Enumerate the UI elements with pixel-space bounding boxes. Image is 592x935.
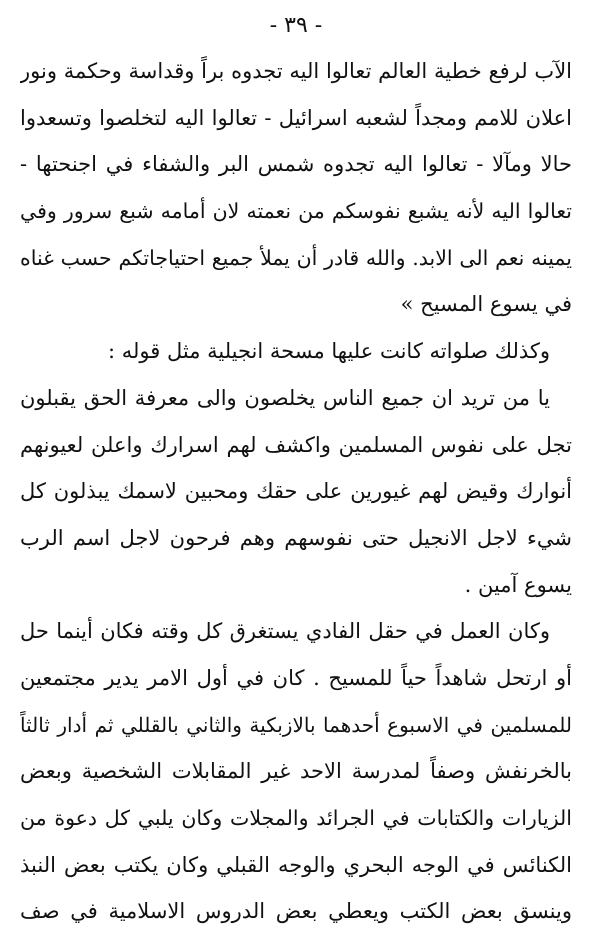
body-text xyxy=(20,48,572,935)
text-line-6: في يسوع المسيح » xyxy=(400,292,572,317)
text-line-5: يمينه نعم الى الابد. والله قادر أن يملأ جميع احتياجاتكم حسب غناه xyxy=(20,245,572,270)
text-line-19: وينسق بعض الكتب ويعطي بعض الدروس الاسلامية في صف xyxy=(20,899,572,924)
text-line-9: تجل على نفوس المسلمين واكشف لهم اسرارك واعلن لعيونهم xyxy=(20,432,572,457)
text-line-12: يسوع آمين . xyxy=(464,572,572,597)
text-line-7: وكذلك صلواته كانت عليها مسحة انجيلية مثل قوله : xyxy=(107,339,550,364)
text-line-8: يا من تريد ان جميع الناس يخلصون والى معرفة الحق يقبلون xyxy=(20,385,550,410)
text-line-3: حالا ومآلا - تعالوا اليه تجدوه شمس البر والشفاء في اجنحتها - xyxy=(20,152,572,177)
page-number: - ٣٩ - xyxy=(269,13,323,38)
text-line-1: الآب لرفع خطية العالم تعالوا اليه تجدوه براً وقداسة وحكمة ونور xyxy=(20,59,572,83)
text-line-10: أنوارك وقيض لهم غيورين على حقك ومحبين لاسمك يبذلون كل xyxy=(20,479,572,504)
text-line-17: الزيارات والكتابات في الجرائد والمجلات وكان يلبي كل دعوة من xyxy=(20,806,572,830)
text-line-15: للمسلمين في الاسبوع أحدهما بالازبكية والثاني بالقللي ثم أدار ثالثاً xyxy=(20,712,572,737)
text-line-2: اعلان للامم ومجداً لشعبه اسرائيل - تعالوا اليه لتخلصوا وتسعدوا xyxy=(20,105,572,130)
text-line-13: وكان العمل في حقل الفادي يستغرق كل وقته فكان أينما حل xyxy=(20,619,550,644)
text-line-16: بالخرنفش وصفاً لمدرسة الاحد غير المقابلات الشخصية وبعض xyxy=(20,759,572,784)
text-line-4: تعالوا اليه لأنه يشبع نفوسكم من نعمته لان أمامه شبع سرور وفي xyxy=(20,199,572,224)
text-line-18: الكنائس في الوجه البحري والوجه القبلي وكان يكتب بعض النبذ xyxy=(20,852,572,877)
text-line-14: أو ارتحل شاهداً حياً للمسيح . كان في أول الامر يدير مجتمعين xyxy=(20,665,572,690)
text-line-11: شيء لاجل الانجيل حتى نفوسهم وهم فرحون لاجل اسم الرب xyxy=(20,525,572,550)
